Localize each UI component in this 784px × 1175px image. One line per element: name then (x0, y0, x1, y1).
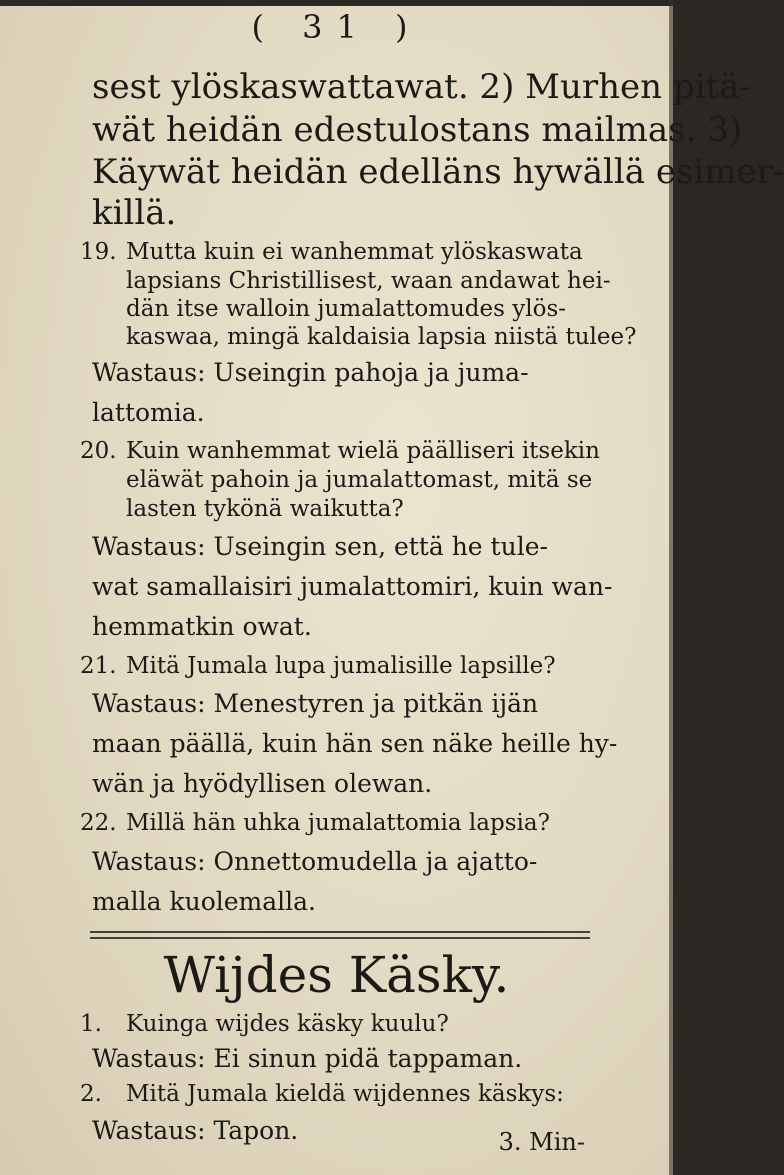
question-line: Mutta kuin ei wanhemmat ylöskaswata (126, 239, 583, 265)
answer-line: maan päällä, kuin hän sen näke heille hy- (92, 729, 618, 758)
question-number: 2. (80, 1081, 102, 1107)
question-number: 20. (80, 438, 117, 464)
answer-line: Wastaus: Useingin pahoja ja juma- (92, 358, 529, 387)
text-line: wät heidän edestulostans mailmas. 3) (92, 110, 743, 150)
text-line: Käywät heidän edelläns hywällä esimer- (92, 152, 784, 192)
question-line: Millä hän uhka jumalattomia lapsia? (126, 810, 550, 836)
question-line: dän itse walloin jumalattomudes ylös- (126, 296, 567, 322)
section-divider (90, 931, 590, 939)
answer-line: wän ja hyödyllisen olewan. (92, 769, 433, 798)
answer-line: Wastaus: Ei sinun pidä tappaman. (92, 1044, 523, 1073)
answer-line: hemmatkin owat. (92, 612, 312, 641)
scan-edge-top (0, 0, 673, 6)
answer-line: Wastaus: Tapon. (92, 1116, 299, 1145)
question-line: Mitä Jumala lupa jumalisille lapsille? (126, 653, 556, 679)
answer-line: Wastaus: Onnettomudella ja ajatto- (92, 847, 538, 876)
question-number: 21. (80, 653, 117, 679)
question-line: eläwät pahoin ja jumalattomast, mitä se (126, 467, 593, 493)
question-line: kaswaa, mingä kaldaisia lapsia niistä tulee? (126, 324, 637, 350)
question-number: 19. (80, 239, 117, 265)
answer-line: lattomia. (92, 398, 205, 427)
answer-line: malla kuolemalla. (92, 887, 316, 916)
question-line: lapsians Christillisest, waan andawat hei- (126, 268, 611, 294)
question-line: Kuin wanhemmat wielä päälliseri itsekin (126, 438, 600, 464)
question-number: 22. (80, 810, 117, 836)
question-number: 1. (80, 1011, 102, 1037)
text-line: sest ylöskaswattawat. 2) Murhen pitä- (92, 67, 751, 107)
text-line: killä. (92, 193, 177, 233)
question-line: Mitä Jumala kieldä wijdennes käskys: (126, 1081, 564, 1107)
question-line: Kuinga wijdes käsky kuulu? (126, 1011, 449, 1037)
answer-line: Wastaus: Menestyren ja pitkän ijän (92, 689, 539, 718)
catchword: 3. Min- (498, 1128, 585, 1156)
answer-line: Wastaus: Useingin sen, että he tule- (92, 532, 548, 561)
answer-line: wat samallaisiri jumalattomiri, kuin wan- (92, 572, 613, 601)
question-line: lasten tykönä waikutta? (126, 496, 404, 522)
section-heading: Wijdes Käsky. (163, 946, 510, 1004)
page-number: ( 31 ) (251, 8, 422, 46)
